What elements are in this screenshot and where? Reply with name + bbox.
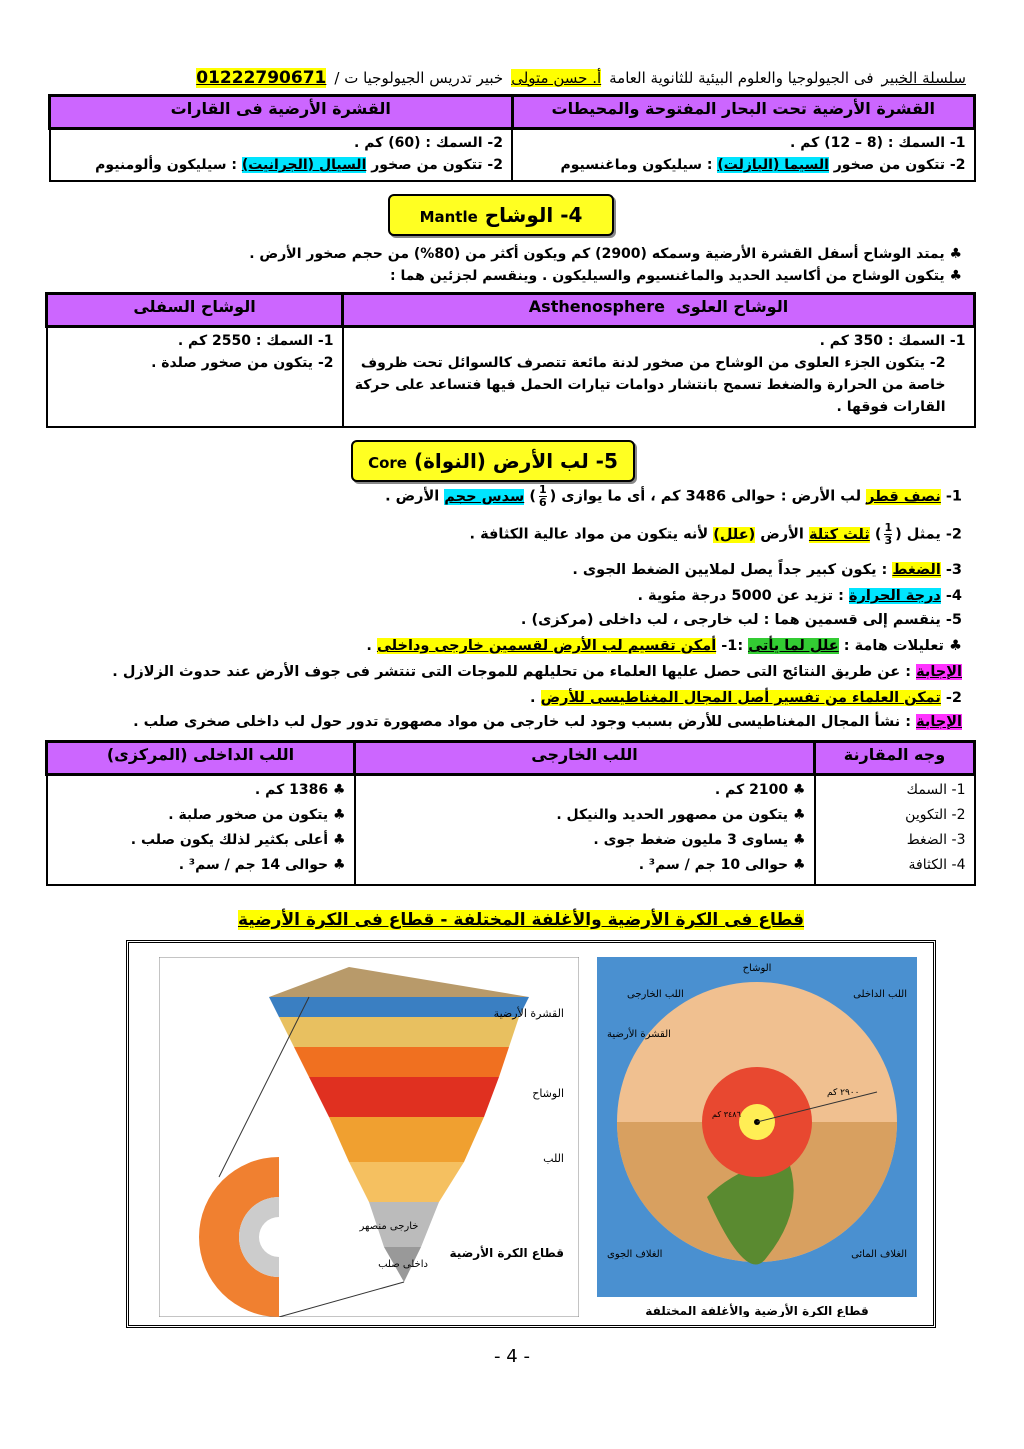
label-core: اللب [543, 1152, 564, 1165]
teacher-role: خبير تدريس الجيولوجيا ت / [334, 69, 504, 87]
inner-core-header: اللب الداخلى (المركزى) [47, 742, 355, 775]
ocean-thickness: 1- السمك : (8 – 12) كم . [790, 135, 966, 151]
figure-caption: قطاع فى الكرة الأرضية والأغلفة المختلفة - قطاع فى الكرة الأرضية [238, 910, 805, 930]
aspect-cell [815, 775, 975, 886]
crust-table [48, 94, 976, 182]
outer-core-header: اللب الخارجى [355, 742, 815, 775]
inner-pressure: ♣ أعلى بكثير لذلك يكون صلب . [130, 832, 346, 848]
core-point-1: 1- نصف قطر لب الأرض : حوالى 3486 كم ، أى ما يوازى ( $\frac{1}{6}$ ) سدس حجم الأرض . [385, 483, 962, 509]
inner-core-cell [47, 775, 355, 886]
continental-thickness: 2- السمك : (60) كم . [354, 135, 503, 151]
lower-mantle-thickness: 1- السمك : 2550 كم . [177, 333, 334, 349]
label-sphere-inner: اللب الداخلى [853, 989, 907, 1000]
lower-mantle-composition: 2- يتكون من صخور صلدة . [151, 355, 334, 371]
page-header [58, 64, 966, 92]
inner-thickness: ♣ 1386 كم . [254, 782, 346, 798]
outer-core-cell [355, 775, 815, 886]
continental-composition: 2- تتكون من صخور السيال (الجرانيت) : سيليكون وألومنيوم [95, 157, 503, 173]
series-title: سلسلة الخبير [881, 69, 966, 87]
label-atmosphere: الغلاف الجوى [607, 1249, 663, 1260]
label-sphere-mantle: الوشاح [742, 963, 772, 974]
core-answer-1: الإجابة : عن طريق النتائج التى حصل عليها العلماء من تحليلهم للموجات التى تنتشر فى جوف الأرض عند حدوث الزلازل . [112, 664, 962, 680]
aspect-composition: 2- التكوين [905, 807, 966, 823]
upper-mantle-cell [343, 327, 975, 428]
outer-composition: ♣ يتكون من مصهور الحديد والنيكل . [556, 807, 806, 823]
outer-thickness: ♣ 2100 كم . [714, 782, 806, 798]
label-inner-core: داخلى صلب [378, 1259, 428, 1270]
earth-figure-frame [126, 940, 936, 1328]
core-comparison-table [45, 740, 976, 886]
core-point-3: 3- الضغط : يكون كبير جداً يصل لملايين الضغط الجوى . [572, 562, 962, 578]
inner-density: ♣ حوالى 14 جم / سم³ . [178, 857, 346, 873]
fraction-one-sixth: $\frac{1}{6}$ [538, 483, 547, 509]
core-answer-2: الإجابة : نشأ المجال المغناطيسى للأرض بسبب وجود لب خارجى من مواد مصهورة تدور حول لب داخلى صخرى صلب . [133, 714, 962, 730]
aspect-thickness: 1- السمك [906, 782, 966, 798]
mantle-table [45, 292, 976, 428]
aspect-density: 4- الكثافة [908, 857, 966, 873]
outer-density: ♣ حوالى 10 جم / سم³ . [638, 857, 806, 873]
core-question-2: 2- تمكن العلماء من تفسير أصل المجال المغناطيسى للأرض . [530, 690, 962, 706]
ocean-crust-header: القشرة الأرضية تحت البحار المفتوحة والمحيطات [512, 96, 975, 129]
label-sphere-outer: اللب الخارجى [627, 989, 684, 1000]
subject-line: فى الجيولوجيا والعلوم البيئية للثانوية العامة [609, 69, 874, 87]
mantle-section-title: 4- الوشاح Mantle [388, 194, 614, 236]
label-sphere-crust: القشرة الأرضية [607, 1029, 671, 1040]
earth-sphere-diagram [597, 957, 917, 1317]
wedge-title: قطاع الكرة الأرضية [449, 1246, 564, 1260]
label-hydrosphere: الغلاف المائى [851, 1249, 907, 1260]
core-section-title: 5- لب الأرض (النواة) Core [351, 440, 635, 482]
core-note-1: ♣ تعليلات هامة : علل لما يأتى :1- أمكن تقسيم لب الأرض لقسمين خارجى وداخلى . [366, 638, 962, 654]
label-mantle: الوشاح [532, 1087, 564, 1100]
label-2900km: ٢٩٠٠ كم [827, 1088, 860, 1098]
label-outer-core: خارجى منصهر [359, 1221, 419, 1232]
label-3486km: ٣٤٨٦ كم [712, 1110, 741, 1119]
lower-mantle-cell [47, 327, 343, 428]
worksheet-page [48, 0, 976, 1449]
core-point-5: 5- ينقسم إلى قسمين هما : لب خارجى ، لب داخلى (مركزى) . [520, 612, 962, 628]
core-point-2: 2- يمثل ( $\frac{1}{3}$ ) ثلث كتلة الأرض (علل) لأنه يتكون من مواد عالية الكثافة . [469, 521, 962, 547]
upper-mantle-description: 2- يتكون الجزء العلوى من الوشاح من صخور لدنة مائعة تتصرف كالسوائل تحت ظروف خاصة من الحرارة والضغط تسمح بانتشار دوامات تيارات الحمل فيها فتساعد على حركة القارات فوقها . [354, 355, 946, 415]
fraction-one-third: $\frac{1}{3}$ [884, 521, 893, 547]
page-number: - 4 - [494, 1346, 530, 1367]
ocean-crust-cell [512, 129, 975, 182]
phone-number: 01222790671 [196, 68, 327, 88]
ocean-composition: 2- تتكون من صخور السيما (البازلت) : سيليكون وماغنسيوم [560, 157, 966, 173]
inner-composition: ♣ يتكون من صخور صلبة . [168, 807, 346, 823]
upper-mantle-thickness: 1- السمك : 350 كم . [819, 333, 966, 349]
lower-mantle-header: الوشاح السفلى [47, 294, 343, 327]
earth-wedge-diagram [159, 957, 579, 1317]
outer-pressure: ♣ يساوى 3 مليون ضغط جوى . [593, 832, 806, 848]
core-point-4: 4- درجة الحرارة : تزيد عن 5000 درجة مئوية . [637, 588, 962, 604]
sphere-caption: قطاع الكرة الأرضية والأغلفة المختلفة [645, 1304, 869, 1317]
mantle-bullet-2: ♣ يتكون الوشاح من أكاسيد الحديد والماغنسيوم والسيليكون . وينقسم لجزئين هما : [390, 268, 962, 284]
label-crust: القشرة الأرضية [493, 1007, 564, 1020]
upper-mantle-header: الوشاح العلوى Asthenosphere [343, 294, 975, 327]
continental-crust-header: القشرة الأرضية فى القارات [50, 96, 513, 129]
aspect-header: وجه المقارنة [815, 742, 975, 775]
continental-crust-cell [50, 129, 513, 182]
aspect-pressure: 3- الضغط [906, 832, 966, 848]
teacher-name: أ. حسن متولى [511, 69, 602, 87]
mantle-bullet-1: ♣ يمتد الوشاح أسفل القشرة الأرضية وسمكه (2900) كم ويكون أكثر من (80%) من حجم صخور الأرض . [249, 246, 962, 262]
